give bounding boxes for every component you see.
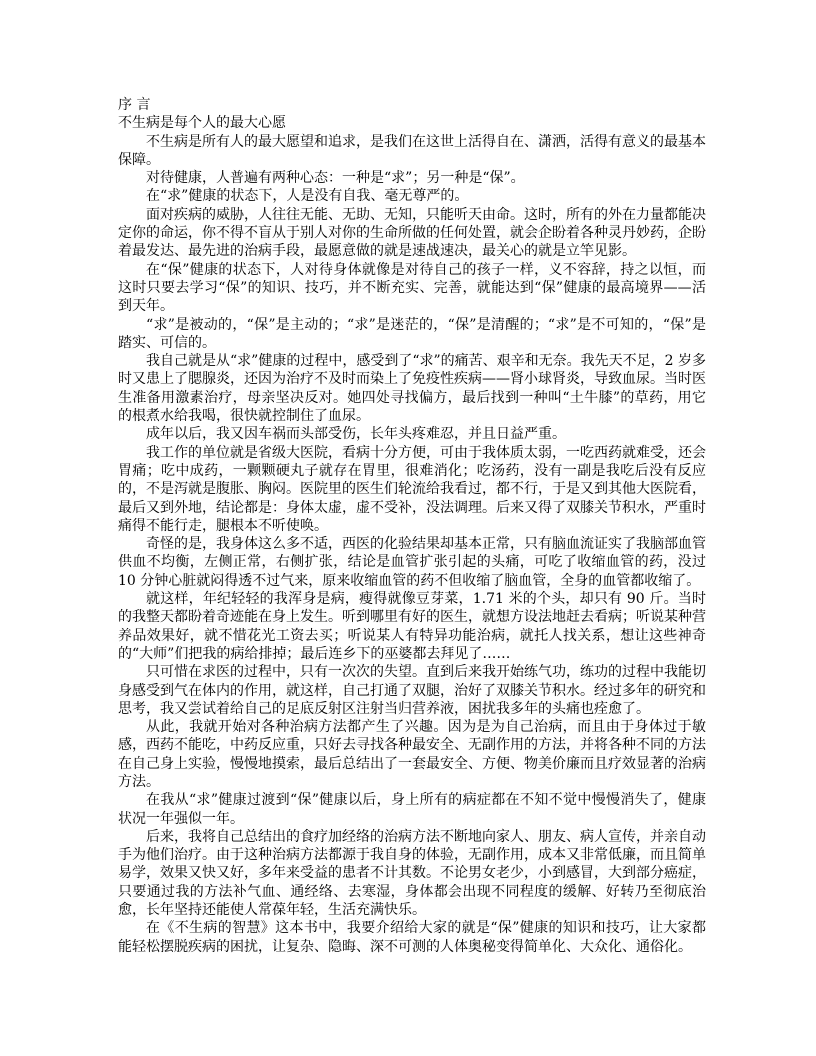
paragraph: 在“求”健康的状态下，人是没有自我、毫无尊严的。 [146, 188, 469, 205]
paragraph: 我工作的单位就是省级大医院，看病十分方便，可由于我体质太弱，一吃西药就难受，还会胃痛；吃中成药，一颗颗硬丸子就存在胃里，很难消化；吃汤药，没有一副是我吃后没有反应的，不是泻就是腹胀、胸闷。医院里的医生们轮流给我看过，都不行，于是又到其他大医院看，最后又到外地，结论都是：身体太虚，虚不受补，没法调理。后来又得了双膝关节积水，严重时痛得不能行走，腿根本不听使唤。 [118, 444, 706, 534]
paragraph: 我自己就是从“求”健康的过程中，感受到了“求”的痛苦、艰辛和无奈。我先天不足，2 岁多时又患上了腮腺炎，还因为治疗不及时而染上了免疫性疾病——肾小球肾炎，导致血尿。当时医生准备用激素治疗，母亲坚决反对。她四处寻找偏方，最后找到一种叫“土牛膝”的草药，用它的根煮水给我喝，很快就控制住了血尿。 [118, 353, 706, 425]
paragraph: 只可惜在求医的过程中，只有一次次的失望。直到后来我开始练气功，练功的过程中我能切身感受到气在体内的作用，就这样，自己打通了双腿，治好了双膝关节积水。经过多年的研究和思考，我又尝试着给自己的足底反射区注射当归营养液，困扰我多年的头痛也痊愈了。 [118, 664, 706, 717]
paragraph: 就这样，年纪轻轻的我浑身是病，瘦得就像豆芽菜，1.71 米的个头，却只有 90 斤。当时的我整天都盼着奇迹能在身上发生。听到哪里有好的医生，就想方设法地赶去看病；听说某种营养品效果好，就不惜花光工资去买；听说某人有特异功能治病，就托人找关系，想让这些神奇的“大师”们把我的病给排掉；最后连乡下的巫婆都去拜见了…… [118, 591, 706, 662]
paragraph: 面对疾病的威胁，人往往无能、无助、无知，只能听天由命。这时，所有的外在力量都能决定你的命运，你不得不盲从于别人对你的生命所做的任何处置，就会企盼着各种灵丹妙药，企盼着最发达、最先进的治病手段，最愿意做的就是速战速决，最关心的就是立竿见影。 [118, 206, 706, 260]
paragraph: 在《不生病的智慧》这本书中，我要介绍给大家的就是“保”健康的知识和技巧，让大家都能轻松摆脱疾病的困扰，让复杂、隐晦、深不可测的人体奥秘变得简单化、大众化、通俗化。 [118, 920, 706, 955]
preface-subtitle: 不生病是每个人的最大心愿 [118, 115, 286, 132]
paragraph: 不生病是所有人的最大愿望和追求，是我们在这世上活得自在、潇洒，活得有意义的最基本保障。 [118, 133, 706, 168]
paragraph: “求”是被动的，“保”是主动的；“求”是迷茫的，“保”是清醒的；“求”是不可知的，“保”是踏实、可信的。 [118, 316, 706, 351]
paragraph: 成年以后，我又因车祸而头部受伤，长年头疼难忍，并且日益严重。 [146, 426, 566, 443]
paragraph: 对待健康，人普遍有两种心态：一种是“求”；另一种是“保”。 [146, 170, 525, 187]
paragraph: 从此，我就开始对各种治病方法都产生了兴趣。因为是为自己治病，而且由于身体过于敏感，西药不能吃，中药反应重，只好去寻找各种最安全、无副作用的方法，并将各种不同的方法在自己身上实验，慢慢地摸索，最后总结出了一套最安全、方便、物美价廉而且疗效显著的治病方法。 [118, 719, 706, 790]
paragraph: 在“保”健康的状态下，人对待身体就像是对待自己的孩子一样，义不容辞，持之以恒，而这时只要去学习“保”的知识、技巧，并不断充实、完善，就能达到“保”健康的最高境界——活到天年。 [118, 261, 706, 315]
paragraph: 在我从“求”健康过渡到“保”健康以后，身上所有的病症都在不知不觉中慢慢消失了，健康状况一年强似一年。 [118, 792, 706, 827]
paragraph: 后来，我将自己总结出的食疗加经络的治病方法不断地向家人、朋友、病人宣传，并亲自动手为他们治疗。由于这种治病方法都源于我自身的体验，无副作用，成本又非常低廉，而且简单易学，效果又快又好，多年来受益的患者不计其数。不论男女老少，小到感冒，大到部分癌症，只要通过我的方法补气血、通经络、去寒湿，身体都会出现不同程度的缓解、好转乃至彻底治愈，长年坚持还能使人常葆年轻，生活充满快乐。 [118, 828, 706, 919]
paragraph: 奇怪的是，我身体这么多不适，西医的化验结果却基本正常，只有脑血流证实了我脑部血管供血不均衡，左侧正常，右侧扩张，结论是血管扩张引起的头痛，可吃了收缩血管的药，没过 10 分钟心脏就闷得透不过气来，原来收缩血管的药不但收缩了脑血管，全身的血管都收缩了。 [118, 536, 706, 589]
preface-title: 序 言 [118, 97, 151, 113]
